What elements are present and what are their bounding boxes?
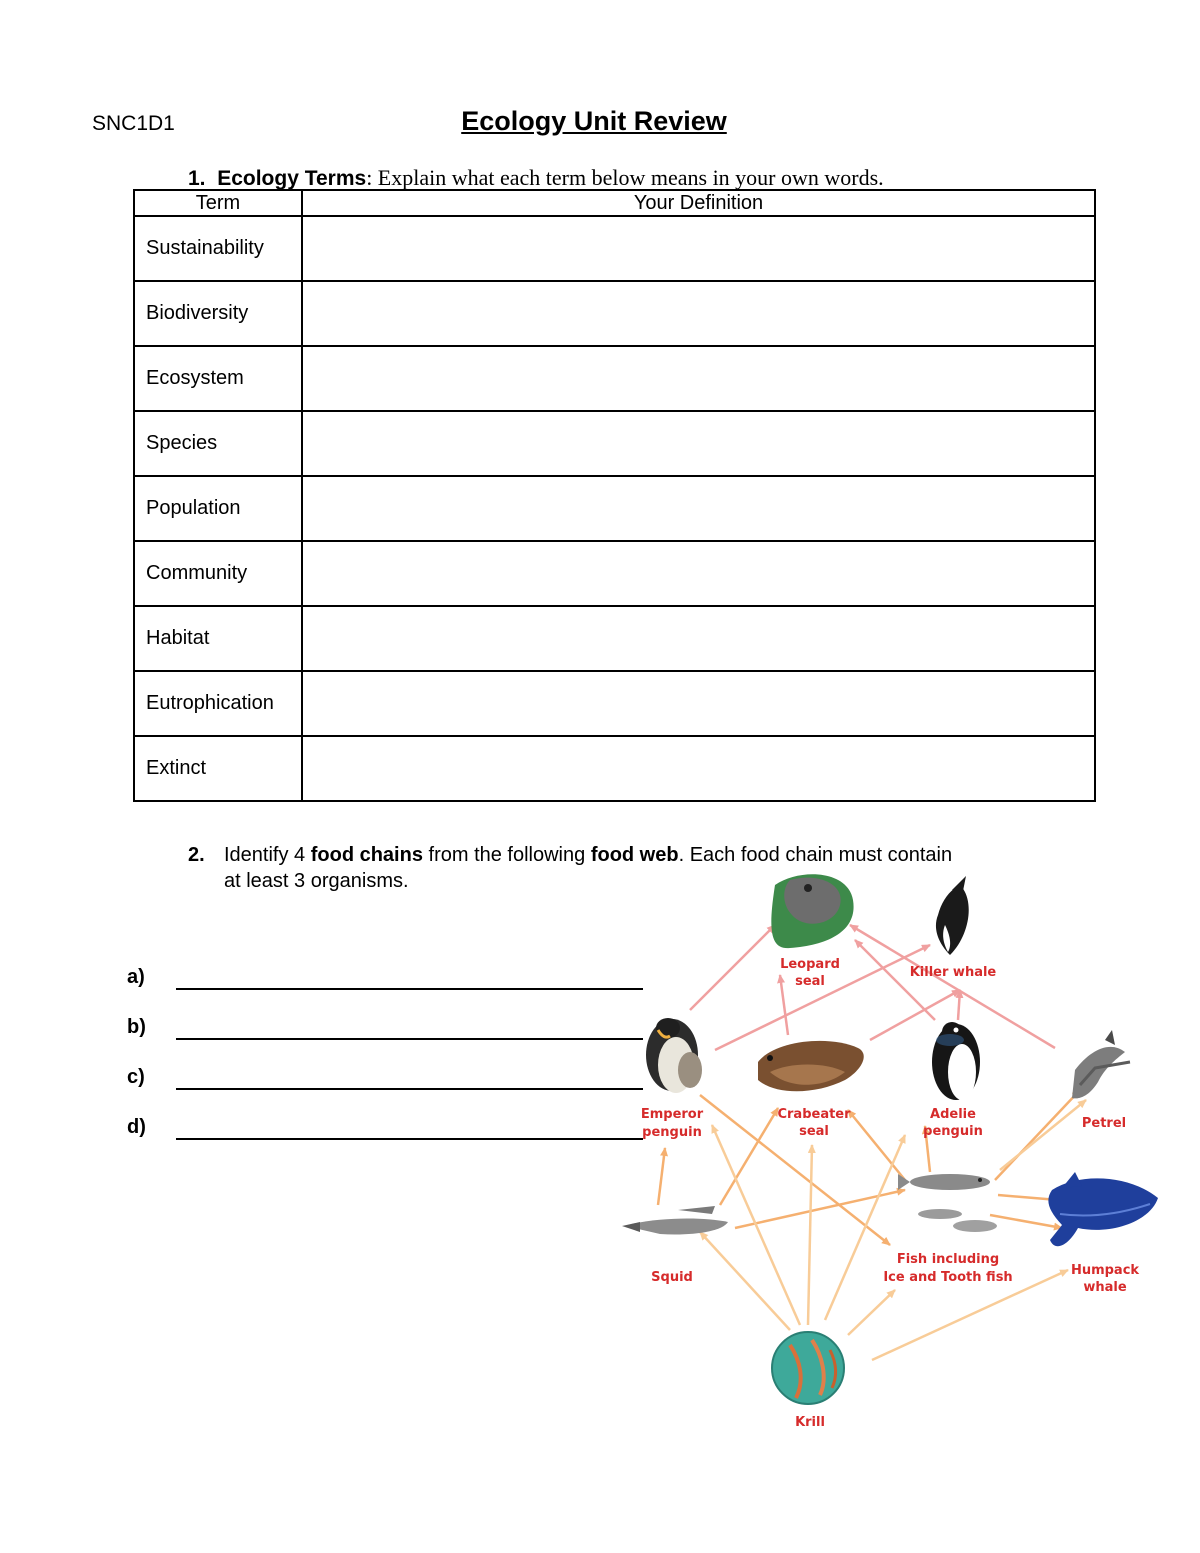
answer-label-d: d)	[127, 1116, 146, 1138]
definition-cell[interactable]	[302, 281, 1095, 346]
squid-label: Squid	[651, 1270, 693, 1285]
leopard-seal-image	[771, 874, 853, 948]
krill-arrows	[700, 1100, 1086, 1360]
crabeater-seal-label: Crabeater	[777, 1107, 851, 1122]
krill-image	[772, 1332, 844, 1404]
fish-image	[898, 1174, 997, 1232]
table-row	[134, 281, 1095, 346]
emperor-penguin-label: Emperor	[640, 1107, 704, 1122]
answer-line-c[interactable]	[176, 1088, 643, 1090]
term-cell: Eutrophication	[134, 671, 302, 736]
fish-label: Ice and Tooth fish	[883, 1270, 1013, 1285]
petrel-label: Petrel	[1081, 1116, 1127, 1131]
humpback-whale-label: Humpack	[1070, 1263, 1140, 1278]
humpback-whale-label: whale	[1083, 1280, 1127, 1295]
term-cell: Extinct	[134, 736, 302, 801]
definition-cell[interactable]	[302, 736, 1095, 801]
term-cell: Biodiversity	[134, 281, 302, 346]
food-chains-term: food chains	[310, 844, 423, 866]
question-1-instruction: : Explain what each term below means in your own words.	[366, 165, 884, 190]
petrel-image	[1072, 1030, 1130, 1098]
table-row	[134, 216, 1095, 281]
term-column-header: Term	[134, 190, 302, 216]
definition-cell[interactable]	[302, 346, 1095, 411]
ecology-terms-table	[133, 189, 1096, 802]
adelie-penguin-label: Adelie	[930, 1107, 976, 1122]
crabeater-seal-image	[758, 1041, 864, 1091]
krill-label: Krill	[795, 1415, 825, 1430]
term-cell: Ecosystem	[134, 346, 302, 411]
table-row	[134, 476, 1095, 541]
definition-cell[interactable]	[302, 216, 1095, 281]
question-2-number: 2.	[188, 844, 205, 866]
definition-cell[interactable]	[302, 606, 1095, 671]
definition-cell[interactable]	[302, 671, 1095, 736]
table-row	[134, 541, 1095, 606]
question-2-text: Identify 4	[224, 844, 311, 866]
squid-image	[622, 1206, 728, 1235]
answer-label-b: b)	[127, 1016, 146, 1038]
table-row	[134, 606, 1095, 671]
table-row	[134, 671, 1095, 736]
table-row	[134, 411, 1095, 476]
table-row	[134, 346, 1095, 411]
killer-whale-image	[936, 876, 969, 955]
question-2-text: from the following	[422, 844, 591, 866]
term-cell: Species	[134, 411, 302, 476]
leopard-seal-label: seal	[795, 974, 825, 989]
term-cell: Habitat	[134, 606, 302, 671]
page-title: Ecology Unit Review	[461, 106, 727, 136]
answer-label-a: a)	[127, 966, 145, 988]
adelie-penguin-label: penguin	[923, 1124, 983, 1139]
definition-cell[interactable]	[302, 411, 1095, 476]
answer-label-c: c)	[127, 1066, 145, 1088]
answer-line-b[interactable]	[176, 1038, 643, 1040]
question-1-heading: Ecology Terms	[217, 167, 367, 190]
answer-line-d[interactable]	[176, 1138, 643, 1140]
question-2-text: . Each food chain must contain	[678, 844, 953, 866]
term-cell: Population	[134, 476, 302, 541]
question-2-text: at least 3 organisms.	[224, 870, 409, 892]
killer-whale-label: Killer whale	[909, 965, 997, 980]
definition-cell[interactable]	[302, 541, 1095, 606]
emperor-penguin-image	[646, 1018, 702, 1093]
leopard-seal-label: Leopard	[780, 957, 840, 972]
question-1-prompt	[188, 165, 884, 191]
predator-arrows	[690, 925, 1055, 1050]
fish-label: Fish including	[896, 1252, 1000, 1267]
term-cell: Sustainability	[134, 216, 302, 281]
term-cell: Community	[134, 541, 302, 606]
adelie-penguin-image	[932, 1022, 980, 1100]
table-row	[134, 736, 1095, 801]
answer-line-a[interactable]	[176, 988, 643, 990]
course-code: SNC1D1	[92, 112, 175, 135]
definition-column-header: Your Definition	[302, 190, 1095, 216]
humpback-whale-image	[1048, 1172, 1158, 1246]
crabeater-seal-label: seal	[799, 1124, 829, 1139]
emperor-penguin-label: penguin	[642, 1125, 702, 1140]
antarctic-food-web-diagram	[600, 860, 1180, 1460]
food-web-term: food web	[590, 844, 679, 866]
question-1-number: 1.	[188, 167, 206, 190]
definition-cell[interactable]	[302, 476, 1095, 541]
